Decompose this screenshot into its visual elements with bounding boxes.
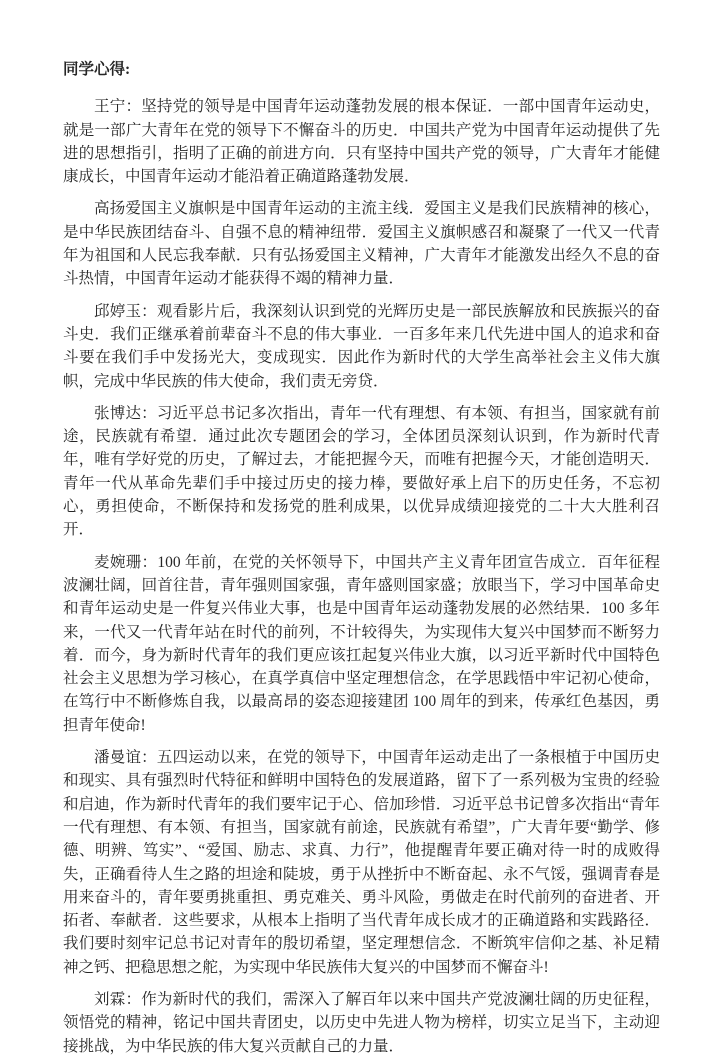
speaker-name: 张博达： xyxy=(94,404,157,422)
paragraph-text: 观看影片后，我深刻认识到党的光辉历史是一部民族解放和民族振兴的奋斗史．我们正继承着前辈奋斗不息的伟大事业．一百多年来几代先进中国人的追求和奋斗要在我们手中发扬光大，变成现实．因此作为新时代的大学生高举社会主义伟大旗帜，完成中华民族的伟大使命，我们责无旁贷． xyxy=(63,302,660,390)
paragraph-text: 作为新时代的我们，需深入了解百年以来中国共产党波澜壮阔的历史征程，领悟党的精神，铭记中国共青团史，以历史中先进人物为榜样，切实立足当下，主动迎接挑战，为中华民族的伟大复兴贡献自己的力量． xyxy=(63,990,660,1055)
reflection-paragraph xyxy=(63,95,660,188)
speaker-name: 麦婉珊： xyxy=(94,553,158,571)
paragraph-text: 五四运动以来，在党的领导下，中国青年运动走出了一条根植于中国历史和现实、具有强烈时代特征和鲜明中国特色的发展道路，留下了一系列极为宝贵的经验和启迪，作为新时代青年的我们要牢记于心、倍加珍惜．习近平总书记曾多次指出“青年一代有理想、有本领、有担当，国家就有前途，民族就有希望”，广大青年要“勤学、修德、明辨、笃实”、“爱国、励志、求真、力行”，他提醒青年要正确对待一时的成败得失，正确看待人生之路的坦途和陡坡，勇于从挫折中不断奋起、永不气馁，强调青春是用来奋斗的，青年要勇挑重担、勇克难关、勇斗风险，勇做走在时代前列的奋进者、开拓者、奉献者．这些要求，从根本上指明了当代青年成长成才的正确道路和实践路径．我们要时刻牢记总书记对青年的殷切希望，坚定理想信念．不断筑牢信仰之基、补足精神之钙、把稳思想之舵，为实现中华民族伟大复兴的中国梦而不懈奋斗! xyxy=(63,749,660,976)
speaker-name: 邱婷玉： xyxy=(94,302,157,320)
reflection-paragraph xyxy=(63,746,660,979)
reflection-paragraph xyxy=(63,300,660,393)
reflection-paragraph xyxy=(63,988,660,1058)
reflection-paragraph xyxy=(63,197,660,290)
document-title: 同学心得: xyxy=(63,61,131,78)
paragraph-text: 习近平总书记多次指出，青年一代有理想、有本领、有担当，国家就有前途，民族就有希望．通过此次专题团会的学习，全体团员深刻认识到，作为新时代青年，唯有学好党的历史，了解过去，才能把握今天，而唯有把握今天，才能创造明天．青年一代从革命先辈们手中接过历史的接力棒，要做好承上启下的历史任务，不忘初心，勇担使命，不断保持和发扬党的胜利成果，以优异成绩迎接党的二十大大胜利召开． xyxy=(63,404,660,539)
reflection-paragraph xyxy=(63,402,660,542)
paragraph-text: 坚持党的领导是中国青年运动蓬勃发展的根本保证．一部中国青年运动史，就是一部广大青年在党的领导下不懈奋斗的历史．中国共产党为中国青年运动提供了先进的思想指引，指明了正确的前进方向．只有坚持中国共产党的领导，广大青年才能健康成长，中国青年运动才能沿着正确道路蓬勃发展． xyxy=(63,98,660,186)
speaker-name: 潘曼谊： xyxy=(94,749,157,767)
paragraph-text: 高扬爱国主义旗帜是中国青年运动的主流主线．爱国主义是我们民族精神的核心，是中华民族团结奋斗、自强不息的精神纽带．爱国主义旗帜感召和凝聚了一代又一代青年为祖国和人民忘我奉献．只有弘扬爱国主义精神，广大青年才能激发出经久不息的奋斗热情，中国青年运动才能获得不竭的精神力量． xyxy=(63,200,660,288)
paragraph-text: 100 年前，在党的关怀领导下，中国共产主义青年团宣告成立．百年征程波澜壮阔，回首往昔，青年强则国家强，青年盛则国家盛；放眼当下，学习中国革命史和青年运动史是一件复兴伟业大事，也是中国青年运动蓬勃发展的必然结果．100 多年来，一代又一代青年站在时代的前列，不计较得失，为实现伟大复兴中国梦而不断努力着．而今，身为新时代青年的我们更应该扛起复兴伟业大旗，以习近平新时代中国特色社会主义思想为学习核心，在真学真信中坚定理想信念，在学思践悟中牢记初心使命，在笃行中不断修炼自我，以最高昂的姿态迎接建团 100 周年的到来，传承红色基因，勇担青年使命! xyxy=(63,553,660,734)
speaker-name: 刘霖： xyxy=(94,990,142,1008)
reflection-paragraph xyxy=(63,551,660,737)
speaker-name: 王宁： xyxy=(94,98,142,116)
